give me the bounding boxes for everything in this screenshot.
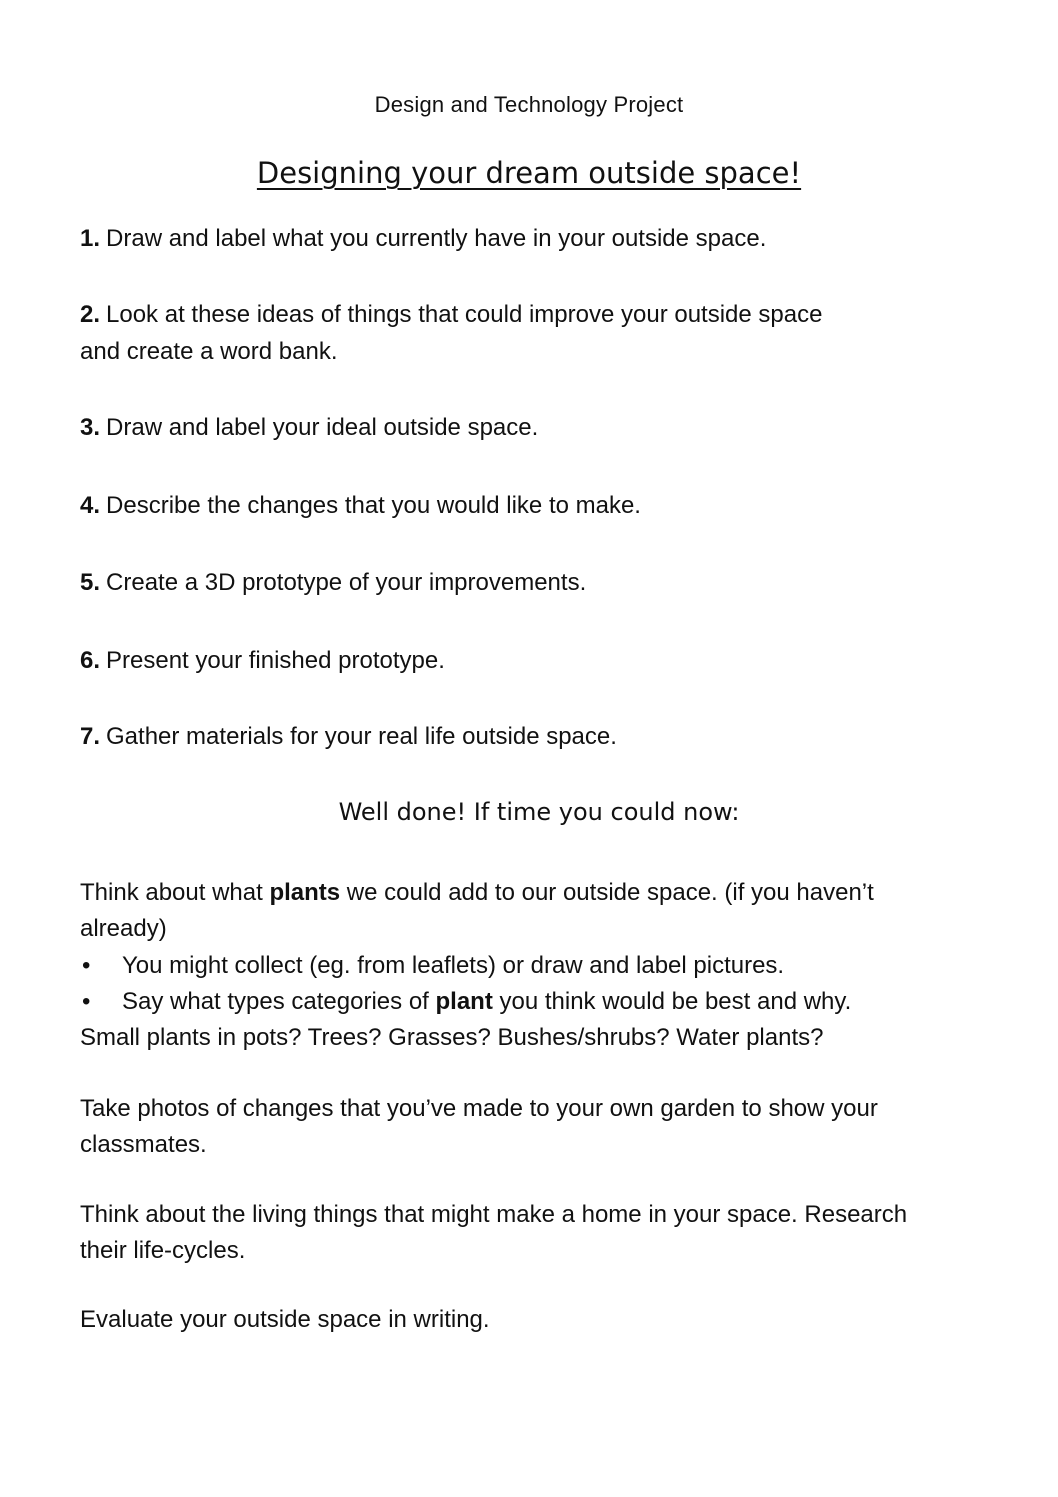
plants-text-continued: already) xyxy=(80,915,167,942)
step-text: Draw and label what you currently have in your outside space. xyxy=(106,225,767,252)
plants-paragraph xyxy=(80,875,990,947)
step-text-continued: and create a word bank. xyxy=(80,338,338,365)
bullet-text-before: Say what types categories of xyxy=(122,988,436,1015)
step-number: 7. xyxy=(80,723,101,750)
step-text: Present your finished prototype. xyxy=(106,647,445,674)
living-text-continued: their life-cycles. xyxy=(80,1237,246,1264)
bullet-item xyxy=(80,948,990,984)
step-number: 1. xyxy=(80,225,101,252)
step-number: 4. xyxy=(80,492,101,519)
step-number: 2. xyxy=(80,301,101,328)
photos-text: Take photos of changes that you’ve made to your own garden to show your xyxy=(80,1095,878,1122)
photos-text-continued: classmates. xyxy=(80,1131,207,1158)
step-3 xyxy=(80,409,980,446)
bullet-text: You might collect (eg. from leaflets) or draw and label pictures. xyxy=(122,952,785,979)
step-4 xyxy=(80,487,980,524)
step-text: Look at these ideas of things that could improve your outside space xyxy=(106,301,823,328)
step-1 xyxy=(80,220,980,257)
step-7 xyxy=(80,718,980,755)
step-5 xyxy=(80,564,980,601)
step-number: 3. xyxy=(80,414,101,441)
step-text: Draw and label your ideal outside space. xyxy=(106,414,539,441)
plant-types-line: Small plants in pots? Trees? Grasses? Bushes/shrubs? Water plants? xyxy=(80,1024,824,1051)
step-6 xyxy=(80,642,980,679)
step-text: Create a 3D prototype of your improvements. xyxy=(106,569,587,596)
living-things-paragraph xyxy=(80,1197,990,1269)
step-text: Gather materials for your real life outside space. xyxy=(106,723,617,750)
evaluate-line: Evaluate your outside space in writing. xyxy=(80,1306,490,1333)
bullet-text-after: you think would be best and why. xyxy=(492,988,852,1015)
bullet-icon: • xyxy=(82,988,91,1015)
step-text: Describe the changes that you would like to make. xyxy=(106,492,641,519)
project-subtitle: Design and Technology Project xyxy=(374,92,684,117)
bullet-item xyxy=(80,984,990,1020)
step-number: 6. xyxy=(80,647,101,674)
step-2 xyxy=(80,296,980,370)
extension-heading: Well done! If time you could now: xyxy=(338,798,740,826)
page-title: Designing your dream outside space! xyxy=(256,156,802,190)
bullet-keyword: plant xyxy=(435,988,493,1015)
living-text: Think about the living things that might make a home in your space. Research xyxy=(80,1201,908,1228)
plants-text-after: we could add to our outside space. (if you haven’t xyxy=(340,879,874,906)
photos-paragraph xyxy=(80,1091,990,1163)
bullet-icon: • xyxy=(82,952,91,979)
step-number: 5. xyxy=(80,569,101,596)
plants-text-before: Think about what xyxy=(80,879,270,906)
plants-keyword: plants xyxy=(269,879,341,906)
